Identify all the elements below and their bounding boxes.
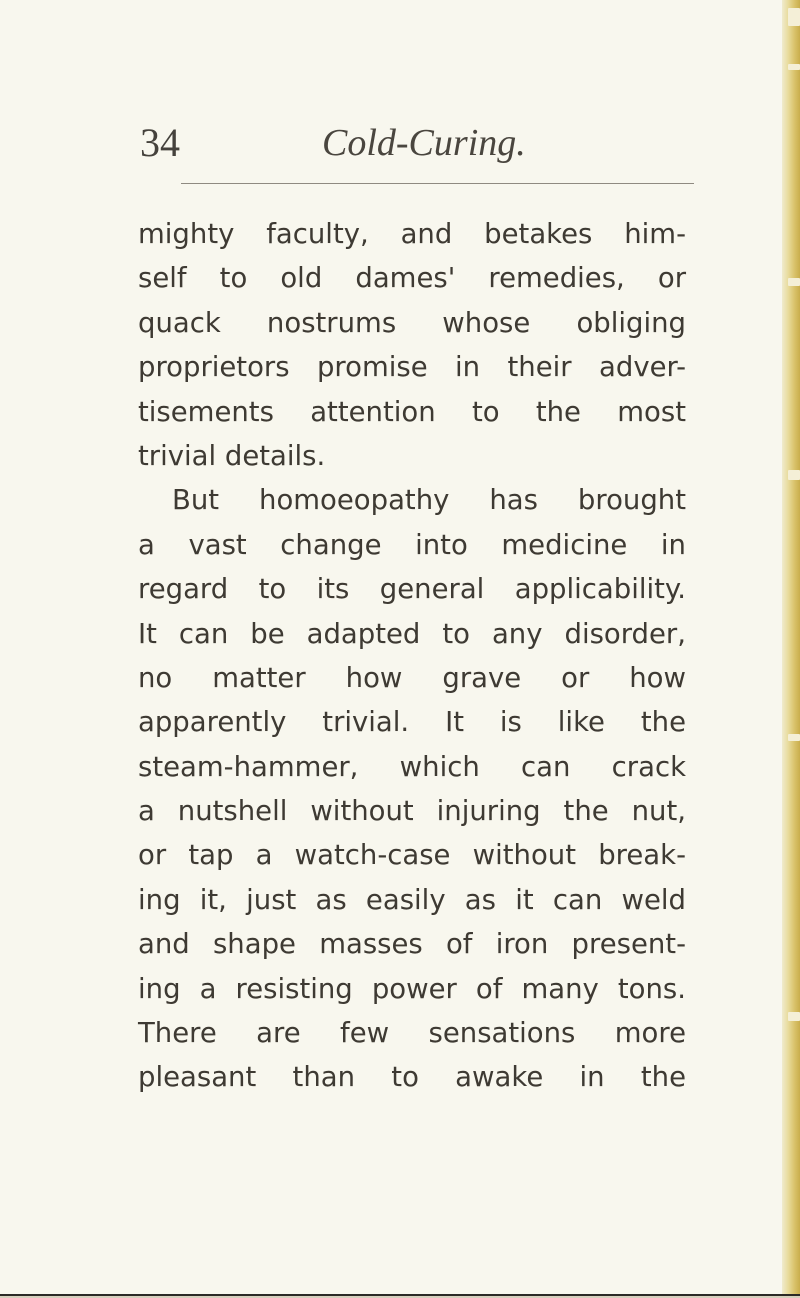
page-edge-fleck <box>788 734 800 741</box>
page-edge-fleck <box>788 470 800 480</box>
text-line: steam-hammer, which can crack <box>138 750 686 783</box>
running-title: Cold-Curing. <box>322 122 526 164</box>
page-number: 34 <box>140 120 180 165</box>
text-line: There are few sensations more <box>138 1017 686 1050</box>
page-edge-shadow <box>782 0 800 1298</box>
page-edge-fleck <box>788 1012 800 1021</box>
text-line: and shape masses of iron present- <box>138 928 686 961</box>
text-line: But homoeopathy has brought <box>172 484 686 517</box>
page-edge-fleck <box>788 278 800 286</box>
text-line: It can be adapted to any disorder, <box>138 617 686 650</box>
text-line: ing a resisting power of many tons. <box>138 972 686 1005</box>
text-line: proprietors promise in their adver- <box>138 351 686 384</box>
text-line: ing it, just as easily as it can weld <box>138 883 686 916</box>
text-line: trivial details. <box>138 439 326 472</box>
text-line: tisements attention to the most <box>138 395 686 428</box>
text-line: no matter how grave or how <box>138 661 686 694</box>
text-line: or tap a watch-case without break- <box>138 839 686 872</box>
text-line: a nutshell without injuring the nut, <box>138 795 686 828</box>
page-edge-fleck <box>788 8 800 26</box>
body-text <box>138 212 686 1100</box>
text-line: pleasant than to awake in the <box>138 1061 686 1094</box>
text-line: a vast change into medicine in <box>138 528 686 561</box>
text-line: mighty faculty, and betakes him- <box>138 218 686 250</box>
page-edge-fleck <box>788 64 800 70</box>
page-header <box>140 122 700 164</box>
text-line: self to old dames' remedies, or <box>138 262 686 295</box>
text-line: apparently trivial. It is like the <box>138 706 686 739</box>
text-line: regard to its general applicability. <box>138 573 686 606</box>
text-line: quack nostrums whose obliging <box>138 306 686 339</box>
header-rule <box>181 183 694 184</box>
